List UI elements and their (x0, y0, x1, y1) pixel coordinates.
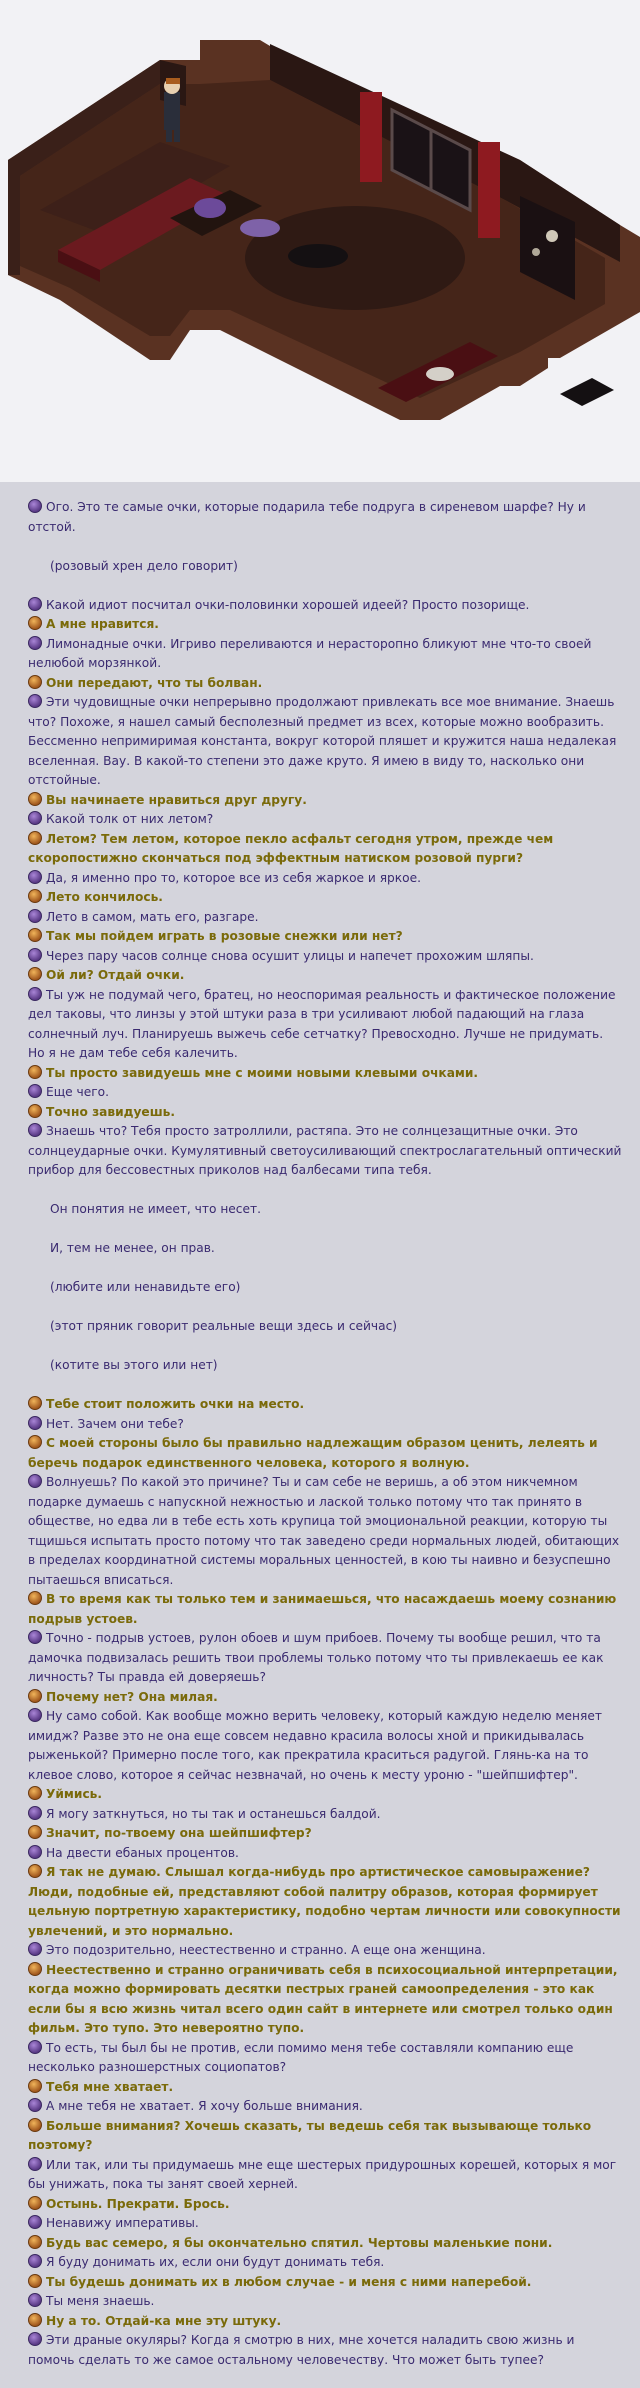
chat-line (28, 888, 622, 908)
chat-line (28, 966, 622, 986)
chat-line (28, 1473, 622, 1590)
orange-avatar-icon (28, 831, 42, 845)
chat-line (28, 2234, 622, 2254)
chat-line (28, 2292, 622, 2312)
orange-avatar-icon (28, 889, 42, 903)
line-text: Какой толк от них летом? (46, 812, 214, 826)
line-text: Ты уж не подумай чего, братец, но неоспоримая реальность и фактическое положение дел таковы, что линзы у этой штуки раза в три усиливают любой падающий на глаза солнечный луч. Планируешь выжечь себе сетчатку? Превосходно. Лучше не придумать. Но я не дам тебе себя калечить. (28, 987, 616, 1060)
red-curtain-left (360, 92, 382, 182)
chat-line (28, 2273, 622, 2293)
line-text: С моей стороны было бы правильно надлежащим образом ценить, лелеять и беречь подарок единственного человека, которого я волную. (28, 1436, 598, 1470)
spacer (28, 537, 622, 557)
line-text: Ой ли? Отдай очки. (46, 968, 185, 982)
chat-line (28, 2039, 622, 2078)
line-text: Лето в самом, мать его, разгаре. (46, 909, 259, 924)
line-text: Ты будешь донимать их в любом случае - и меня с ними наперебой. (46, 2274, 532, 2289)
purple-pillow (194, 198, 226, 218)
purple-avatar-icon (28, 870, 42, 884)
round-rug (245, 206, 465, 310)
spacer (28, 1376, 622, 1396)
chat-line (28, 810, 622, 830)
chat-line (28, 693, 622, 791)
purple-avatar-icon (28, 694, 42, 708)
line-text: Тебя мне хватает. (46, 2079, 174, 2094)
narration-line (28, 1317, 622, 1337)
line-text: Вы начинаете нравиться друг другу. (46, 792, 307, 807)
purple-avatar-icon (28, 2040, 42, 2054)
chat-line (28, 2078, 622, 2098)
orange-avatar-icon (28, 1396, 42, 1410)
narration-line (28, 1239, 622, 1259)
line-text: Ты меня знаешь. (46, 2294, 155, 2308)
chat-line (28, 2156, 622, 2195)
line-text: Точно - подрыв устоев, рулон обоев и шум прибоев. Почему ты вообще решил, что та дамочка подвизалась решить твои проблемы только потому что ты привлекаешь ее как личность? Ты правда ей доверяешь? (28, 1631, 604, 1684)
chat-line (28, 1785, 622, 1805)
line-text: Какой идиот посчитал очки-половинки хорошей идеей? Просто позорище. (46, 597, 530, 612)
chat-line (28, 1805, 622, 1825)
spacer (28, 1181, 622, 1201)
room-scene (0, 0, 640, 482)
purple-avatar-icon (28, 1845, 42, 1859)
chat-line (28, 1707, 622, 1785)
line-text: Или так, или ты придумаешь мне еще шестерых придурошных корешей, которых я мог бы унижать, пока ты занят своей херней. (28, 2157, 617, 2191)
orange-avatar-icon (28, 1435, 42, 1449)
line-text: То есть, ты был бы не против, если помимо меня тебе составляли компанию еще несколько разношерстных социопатов? (28, 2040, 574, 2074)
chat-line (28, 2214, 622, 2234)
line-text: Я буду донимать их, если они будут донимать тебя. (46, 2255, 385, 2269)
orange-avatar-icon (28, 1591, 42, 1605)
line-text: А мне тебя не хватает. Я хочу больше внимания. (46, 2099, 363, 2113)
line-text: Это подозрительно, неестественно и странно. А еще она женщина. (46, 1943, 486, 1957)
lying-figure (288, 244, 348, 268)
spacer (28, 1259, 622, 1279)
purple-avatar-icon (28, 1942, 42, 1956)
chat-line (28, 1941, 622, 1961)
chat-line (28, 2117, 622, 2156)
chat-line (28, 947, 622, 967)
purple-avatar-icon (28, 811, 42, 825)
spacer (28, 1337, 622, 1357)
purple-avatar-icon (28, 1630, 42, 1644)
purple-avatar-icon (28, 2293, 42, 2307)
chat-line (28, 927, 622, 947)
chat-line (28, 2312, 622, 2332)
purple-avatar-icon (28, 1708, 42, 1722)
chat-line (28, 908, 622, 928)
line-text: Летом? Тем летом, которое пекло асфальт сегодня утром, прежде чем скоропостижно скончаться под эффектным натиском розовой пурги? (28, 831, 554, 865)
chat-line (28, 1122, 622, 1181)
purple-avatar-icon (28, 1084, 42, 1098)
orange-avatar-icon (28, 2196, 42, 2210)
line-text: Знаешь что? Тебя просто затроллили, растяпа. Это не солнцезащитные очки. Это солнцеударные очки. Кумулятивный светоусиливающий спектрослагательный оптический прибор для бессовестных приколов над балбесами типа тебя. (28, 1124, 622, 1177)
orange-avatar-icon (28, 1864, 42, 1878)
chat-line (28, 2331, 622, 2370)
line-text: Нет. Зачем они тебе? (46, 1416, 184, 1431)
orange-avatar-icon (28, 2274, 42, 2288)
chat-line (28, 1064, 622, 1084)
line-text: Я так не думаю. Слышал когда-нибудь про артистическое самовыражение? Люди, подобные ей, представляют собой палитру образов, которая формирует цельную портретную характеристику, подобно чертам личности или совокупности увлечений, и это нормально. (28, 1865, 621, 1938)
line-text: (любите или ненавидьте его) (50, 1280, 241, 1294)
chat-line (28, 596, 622, 616)
chat-log (0, 482, 640, 2370)
line-text: На двести ебаных процентов. (46, 1845, 239, 1860)
chat-line (28, 869, 622, 889)
isometric-room-scene (0, 0, 640, 482)
line-text: Еще чего. (46, 1085, 109, 1099)
orange-avatar-icon (28, 2313, 42, 2327)
purple-avatar-icon (28, 2098, 42, 2112)
line-text: Он понятия не имеет, что несет. (50, 1202, 261, 1216)
purple-avatar-icon (28, 499, 42, 513)
line-text: Точно завидуешь. (46, 1104, 175, 1119)
chat-line (28, 830, 622, 869)
chat-line (28, 1688, 622, 1708)
purple-avatar-icon (28, 636, 42, 650)
line-text: Больше внимания? Хочешь сказать, ты ведешь себя так вызывающе только поэтому? (28, 2118, 592, 2152)
line-text: Эти чудовищные очки непрерывно продолжают привлекать все мое внимание. Знаешь что? Похоже, я нашел самый бесполезный предмет из всех, которые можно вообразить. Бессменно непримиримая константа, вокруг которой пляшет и кружится наша недалекая вселенная. Вау. В какой-то степени это даже круто. Я имею в виду то, насколько они отстойные. (28, 695, 617, 787)
orange-avatar-icon (28, 1962, 42, 1976)
line-text: А мне нравится. (46, 617, 159, 631)
line-text: И, тем не менее, он прав. (50, 1241, 215, 1255)
chat-line (28, 1863, 622, 1941)
narration-line (28, 557, 622, 577)
chat-line (28, 1103, 622, 1123)
line-text: Остынь. Прекрати. Брось. (46, 2196, 230, 2211)
narration-line (28, 1200, 622, 1220)
orange-avatar-icon (28, 616, 42, 630)
chat-line (28, 635, 622, 674)
chat-line (28, 1844, 622, 1864)
line-text: Значит, по-твоему она шейпшифтер? (46, 1826, 312, 1840)
purple-avatar-icon (28, 909, 42, 923)
line-text: Ого. Это те самые очки, которые подарила тебе подруга в сиреневом шарфе? Ну и отстой. (28, 500, 586, 534)
line-text: В то время как ты только тем и занимаешься, что насаждаешь моему сознанию подрыв устоев. (28, 1592, 617, 1626)
line-text: Ненавижу императивы. (46, 2216, 199, 2230)
chat-line (28, 1083, 622, 1103)
purple-avatar-icon (28, 1474, 42, 1488)
narration-line (28, 1278, 622, 1298)
purple-avatar-icon (28, 987, 42, 1001)
line-text: Будь вас семеро, я бы окончательно спятил. Чертовы маленькие пони. (46, 2235, 553, 2250)
chat-line (28, 1961, 622, 2039)
line-text: Эти драные окуляры? Когда я смотрю в них, мне хочется наладить свою жизнь и помочь сделать то же самое остальному человечеству. Что может быть тупее? (28, 2333, 575, 2367)
black-mat (560, 378, 614, 406)
purple-avatar-icon (28, 2332, 42, 2346)
narration-line (28, 1356, 622, 1376)
line-text: Да, я именно про то, которое все из себя жаркое и яркое. (46, 870, 421, 885)
orange-avatar-icon (28, 1786, 42, 1800)
line-text: Уймись. (46, 1787, 102, 1801)
spacer (28, 1220, 622, 1240)
line-text: (котите вы этого или нет) (50, 1358, 218, 1372)
orange-avatar-icon (28, 2235, 42, 2249)
line-text: (этот пряник говорит реальные вещи здесь и сейчас) (50, 1319, 398, 1333)
orange-avatar-icon (28, 2079, 42, 2093)
chat-line (28, 615, 622, 635)
orange-avatar-icon (28, 1689, 42, 1703)
line-text: Неестественно и странно ограничивать себя в психосоциальной интерпретации, когда можно формировать десятки пестрых граней самоопределения - это как если бы я всю жизнь читал всего один сайт в интернете или смотрел только один фильм. Это тупо. Это невероятно тупо. (28, 1962, 618, 2035)
orange-avatar-icon (28, 675, 42, 689)
spacer (28, 576, 622, 596)
chat-line (28, 498, 622, 537)
line-text: Лимонадные очки. Игриво переливаются и нерасторопно бликуют мне что-то своей нелюбой морзянкой. (28, 636, 592, 670)
line-text: Почему нет? Она милая. (46, 1689, 218, 1704)
standing-character (164, 92, 180, 130)
chat-line (28, 791, 622, 811)
chat-line (28, 2097, 622, 2117)
purple-avatar-icon (28, 948, 42, 962)
chat-line (28, 2195, 622, 2215)
orange-avatar-icon (28, 967, 42, 981)
line-text: Через пару часов солнце снова осушит улицы и напечет прохожим шляпы. (46, 948, 534, 963)
line-text: Я могу заткнуться, но ты так и останешься балдой. (46, 1806, 381, 1821)
orange-avatar-icon (28, 1825, 42, 1839)
orange-avatar-icon (28, 1104, 42, 1118)
chat-line (28, 986, 622, 1064)
orange-avatar-icon (28, 2118, 42, 2132)
orange-avatar-icon (28, 792, 42, 806)
line-text: Волнуешь? По какой это причине? Ты и сам себе не веришь, а об этом никчемном подарке думаешь с напускной нежностью и лаской только потому что так принято в обществе, но едва ли в тебе есть хоть крупица той эмоциональной реакции, которую ты тщишься испытать просто потому что так заведено среди нормальных людей, обитающих в пределах координатной системы моральных ценностей, в кою ты наивно и безуспешно пытаешься вписаться. (28, 1475, 620, 1587)
chat-line (28, 1434, 622, 1473)
purple-avatar-icon (28, 1123, 42, 1137)
red-curtain-right (478, 142, 500, 238)
orange-avatar-icon (28, 928, 42, 942)
purple-avatar-icon (28, 1416, 42, 1430)
line-text: Ну а то. Отдай-ка мне эту штуку. (46, 2313, 282, 2328)
purple-avatar-icon (28, 1806, 42, 1820)
line-text: Ну само собой. Как вообще можно верить человеку, который каждую неделю меняет имидж? Разве это не она еще совсем недавно красила волосы хной и прикидывалась рыженькой? Примерно после того, как прекратила краситься радугой. Глянь-ка на то клевое слово, которое я сейчас незвначай, но очень к месту уроню - "шейпшифтер". (28, 1709, 602, 1782)
chat-line (28, 1824, 622, 1844)
line-text: (розовый хрен дело говорит) (50, 558, 238, 573)
purple-avatar-icon (28, 2215, 42, 2229)
purple-avatar-icon (28, 2254, 42, 2268)
purple-avatar-icon (28, 2157, 42, 2171)
line-text: Так мы пойдем играть в розовые снежки или нет? (46, 929, 403, 943)
line-text: Они передают, что ты болван. (46, 675, 263, 690)
line-text: Ты просто завидуешь мне с моими новыми клевыми очками. (46, 1065, 479, 1080)
purple-avatar-icon (28, 597, 42, 611)
chat-line (28, 1415, 622, 1435)
line-text: Тебе стоит положить очки на место. (46, 1397, 305, 1411)
chat-line (28, 674, 622, 694)
chat-line (28, 1590, 622, 1629)
orange-avatar-icon (28, 1065, 42, 1079)
chat-line (28, 1395, 622, 1415)
line-text: Лето кончилось. (46, 890, 163, 904)
spacer (28, 1298, 622, 1318)
chat-line (28, 2253, 622, 2273)
chat-line (28, 1629, 622, 1688)
